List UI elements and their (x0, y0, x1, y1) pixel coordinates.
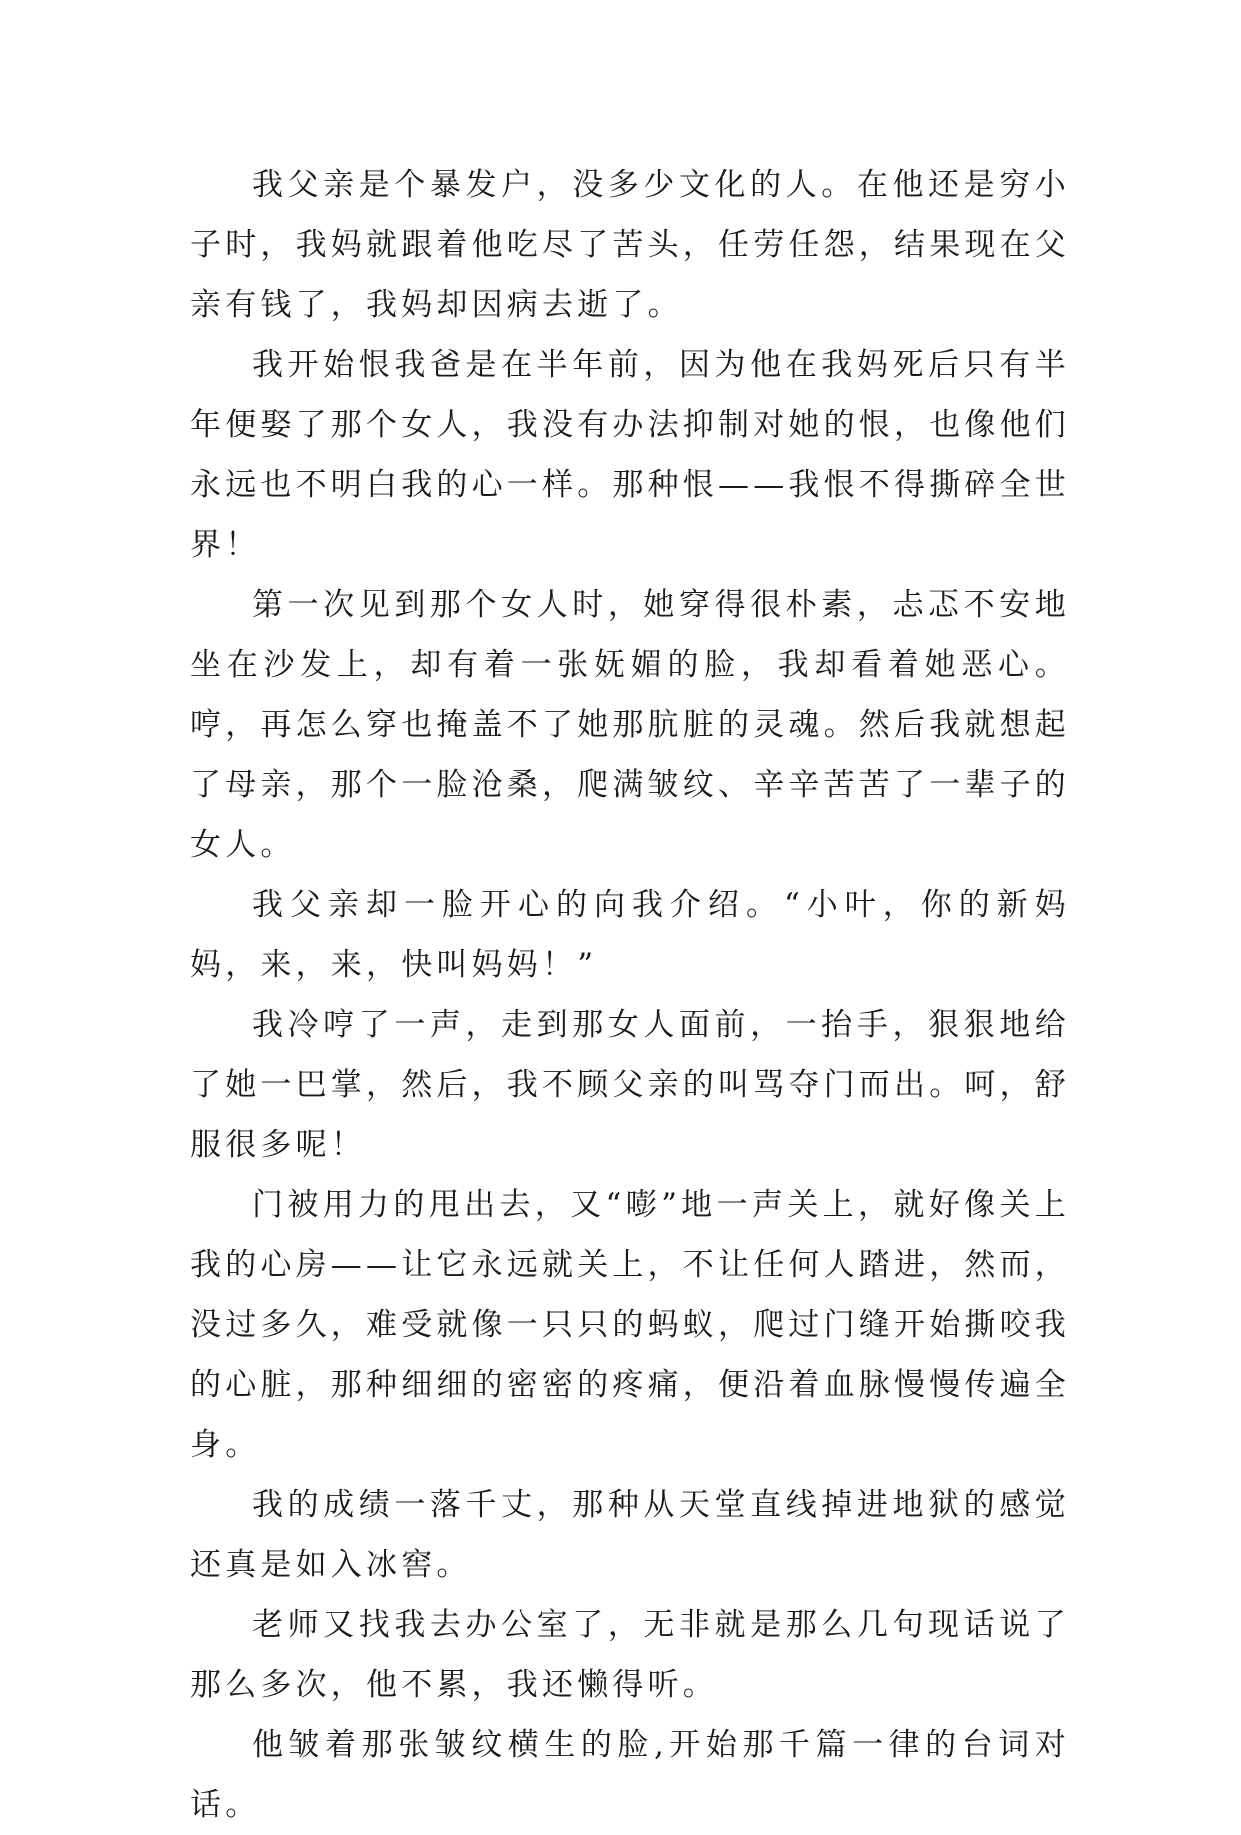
paragraph-8: 老师又找我去办公室了，无非就是那么几句现话说了那么多次，他不累，我还懒得听。 (190, 1607, 1070, 1703)
paragraph-4: 我父亲却一脸开心的向我介绍。“小叶，你的新妈妈，来，来，快叫妈妈！” (190, 887, 1070, 983)
paragraph-5: 我冷哼了一声，走到那女人面前，一抬手，狠狠地给了她一巴掌，然后，我不顾父亲的叫骂夺门而出。呵，舒服很多呢！ (190, 1007, 1070, 1163)
article-body (190, 155, 1070, 1835)
paragraph-1: 我父亲是个暴发户，没多少文化的人。在他还是穷小子时，我妈就跟着他吃尽了苦头，任劳任怨，结果现在父亲有钱了，我妈却因病去逝了。 (190, 167, 1070, 323)
paragraph-9: 他皱着那张皱纹横生的脸,开始那千篇一律的台词对话。 (190, 1727, 1070, 1823)
paragraph-3: 第一次见到那个女人时，她穿得很朴素，忐忑不安地坐在沙发上，却有着一张妩媚的脸，我却看着她恶心。哼，再怎么穿也掩盖不了她那肮脏的灵魂。然后我就想起了母亲，那个一脸沧桑，爬满皱纹、辛辛苦苦了一辈子的女人。 (190, 587, 1070, 863)
paragraph-6: 门被用力的甩出去，又“嘭”地一声关上，就好像关上我的心房——让它永远就关上，不让任何人踏进，然而，没过多久，难受就像一只只的蚂蚁，爬过门缝开始撕咬我的心脏，那种细细的密密的疼痛，便沿着血脉慢慢传遍全身。 (190, 1187, 1070, 1463)
paragraph-2: 我开始恨我爸是在半年前，因为他在我妈死后只有半年便娶了那个女人，我没有办法抑制对她的恨，也像他们永远也不明白我的心一样。那种恨——我恨不得撕碎全世界！ (190, 347, 1070, 563)
paragraph-7: 我的成绩一落千丈，那种从天堂直线掉进地狱的感觉还真是如入冰窖。 (190, 1487, 1070, 1583)
